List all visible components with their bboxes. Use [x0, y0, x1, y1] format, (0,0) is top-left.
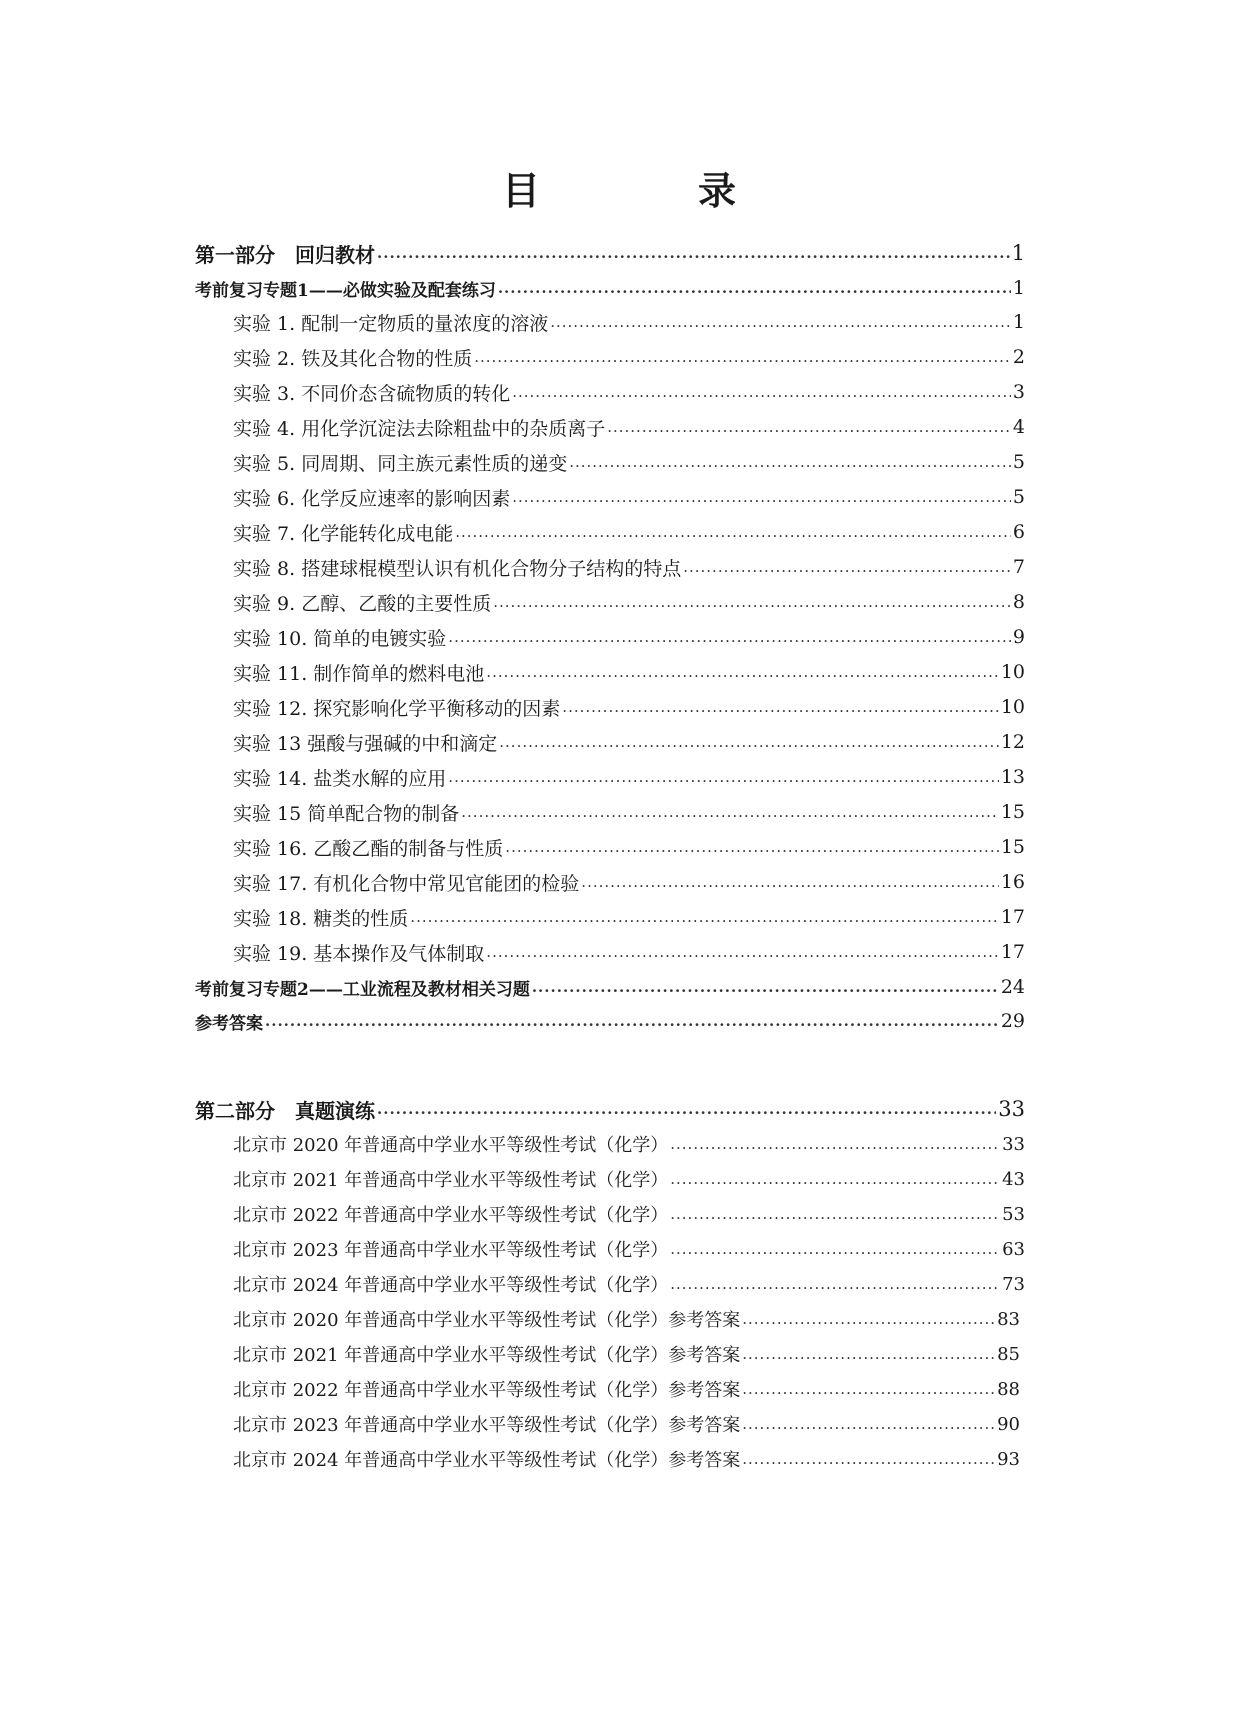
- dot-leader: [455, 523, 1011, 541]
- toc-entry-experiment[interactable]: [195, 515, 1025, 549]
- toc-entry-exam[interactable]: [195, 1232, 1025, 1266]
- toc-entry-label: 第一部分 回归教材: [195, 242, 375, 267]
- toc-entry-experiment[interactable]: [195, 620, 1025, 654]
- dot-leader: [670, 1240, 1000, 1258]
- toc-entry-page: 9: [1012, 626, 1025, 648]
- dot-leader: [742, 1450, 995, 1468]
- toc-entry-experiment[interactable]: [195, 795, 1025, 829]
- dot-leader: [550, 313, 1011, 331]
- dot-leader: [670, 1275, 1000, 1293]
- dot-leader: [377, 244, 1010, 262]
- toc-entry-experiment[interactable]: [195, 725, 1025, 759]
- toc-entry-experiment[interactable]: [195, 760, 1025, 794]
- toc-entry-topic1[interactable]: [195, 271, 1025, 305]
- toc-entry-page: 63: [1002, 1238, 1025, 1260]
- toc-entry-label: 实验 13 强酸与强碱的中和滴定: [233, 732, 498, 755]
- toc-entry-page: 24: [1000, 976, 1025, 998]
- dot-leader: [670, 1135, 1000, 1153]
- toc-entry-label: 实验 4. 用化学沉淀法去除粗盐中的杂质离子: [233, 417, 606, 440]
- dot-leader: [683, 558, 1011, 576]
- toc-entry-page: 5: [1012, 486, 1025, 508]
- toc-entry-label: 实验 10. 简单的电镀实验: [233, 627, 447, 650]
- dot-leader: [670, 1205, 1000, 1223]
- toc-entry-page: 5: [1012, 451, 1025, 473]
- toc-entry-page: 3: [1012, 381, 1025, 403]
- toc-entry-experiment[interactable]: [195, 305, 1025, 339]
- toc-entry-label: 实验 7. 化学能转化成电能: [233, 522, 454, 545]
- toc-entry-page: 90: [997, 1413, 1020, 1435]
- toc-entry-label: 参考答案: [195, 1013, 263, 1034]
- toc-entry-page: 15: [1000, 801, 1025, 823]
- toc-entry-page: 33: [1002, 1133, 1025, 1155]
- toc-entry-experiment[interactable]: [195, 655, 1025, 689]
- dot-leader: [562, 698, 999, 716]
- dot-leader: [410, 908, 999, 926]
- toc-entry-label: 北京市 2020 年普通高中学业水平等级性考试（化学）: [233, 1135, 669, 1156]
- dot-leader: [448, 768, 999, 786]
- toc-entry-page: 2: [1012, 346, 1025, 368]
- toc-entry-topic2[interactable]: [195, 970, 1025, 1004]
- dot-leader: [581, 873, 999, 891]
- toc-entry-label: 北京市 2021 年普通高中学业水平等级性考试（化学）: [233, 1170, 669, 1191]
- toc-entry-label: 实验 17. 有机化合物中常见官能团的检验: [233, 872, 580, 895]
- toc-entry-page: 10: [1000, 696, 1025, 718]
- toc-entry-label: 实验 16. 乙酸乙酯的制备与性质: [233, 837, 504, 860]
- dot-leader: [448, 628, 1011, 646]
- toc-entry-page: 6: [1012, 521, 1025, 543]
- toc-entry-page: 83: [997, 1308, 1020, 1330]
- toc-entry-experiment[interactable]: [195, 340, 1025, 374]
- toc-entry-answers[interactable]: [195, 1004, 1025, 1038]
- toc-entry-label: 实验 8. 搭建球棍模型认识有机化合物分子结构的特点: [233, 557, 682, 580]
- toc-entry-page: 17: [1000, 941, 1025, 963]
- toc-entry-label: 北京市 2024 年普通高中学业水平等级性考试（化学）参考答案: [233, 1450, 741, 1471]
- dot-leader: [486, 943, 999, 961]
- dot-leader: [486, 663, 999, 681]
- toc-entry-experiment[interactable]: [195, 585, 1025, 619]
- dot-leader: [670, 1170, 1000, 1188]
- toc-entry-label: 实验 1. 配制一定物质的量浓度的溶液: [233, 312, 549, 335]
- toc-entry-page: 17: [1000, 906, 1025, 928]
- toc-entry-exam-answers[interactable]: [195, 1407, 1020, 1441]
- toc-entry-exam[interactable]: [195, 1267, 1025, 1301]
- toc-entry-label: 实验 3. 不同价态含硫物质的转化: [233, 382, 511, 405]
- toc-entry-page: 12: [1000, 731, 1025, 753]
- toc-entry-page: 33: [998, 1097, 1025, 1121]
- toc-entry-label: 实验 9. 乙醇、乙酸的主要性质: [233, 592, 492, 615]
- toc-entry-label: 北京市 2021 年普通高中学业水平等级性考试（化学）参考答案: [233, 1345, 741, 1366]
- dot-leader: [607, 418, 1011, 436]
- toc-entry-page: 7: [1012, 556, 1025, 578]
- toc-entry-exam-answers[interactable]: [195, 1372, 1020, 1406]
- dot-leader: [742, 1310, 995, 1328]
- toc-entry-label: 北京市 2023 年普通高中学业水平等级性考试（化学）参考答案: [233, 1415, 741, 1436]
- toc-entry-experiment[interactable]: [195, 690, 1025, 724]
- toc-entry-label: 实验 2. 铁及其化合物的性质: [233, 347, 473, 370]
- toc-entry-page: 8: [1012, 591, 1025, 613]
- toc-entry-experiment[interactable]: [195, 480, 1025, 514]
- dot-leader: [532, 978, 999, 996]
- toc-entry-label: 北京市 2020 年普通高中学业水平等级性考试（化学）参考答案: [233, 1310, 741, 1331]
- toc-entry-label: 北京市 2022 年普通高中学业水平等级性考试（化学）: [233, 1205, 669, 1226]
- toc-entry-page: 16: [1000, 871, 1025, 893]
- toc-entry-label: 实验 14. 盐类水解的应用: [233, 767, 447, 790]
- toc-entry-experiment[interactable]: [195, 410, 1025, 444]
- toc-entry-label: 第二部分 真题演练: [195, 1098, 375, 1123]
- toc-entry-label: 北京市 2023 年普通高中学业水平等级性考试（化学）: [233, 1240, 669, 1261]
- toc-entry-page: 73: [1002, 1273, 1025, 1295]
- dot-leader: [569, 453, 1011, 471]
- toc-entry-label: 实验 15 简单配合物的制备: [233, 802, 460, 825]
- toc-entry-part2[interactable]: [195, 1092, 1025, 1126]
- toc-entry-label: 实验 6. 化学反应速率的影响因素: [233, 487, 511, 510]
- toc-entry-page: 1: [1012, 311, 1025, 333]
- toc-entry-page: 1: [1012, 277, 1025, 299]
- toc-entry-page: 43: [1002, 1168, 1025, 1190]
- dot-leader: [461, 803, 999, 821]
- toc-entry-part1[interactable]: [195, 236, 1025, 270]
- toc-entry-exam-answers[interactable]: [195, 1302, 1020, 1336]
- toc-entry-exam[interactable]: [195, 1162, 1025, 1196]
- toc-entry-page: 10: [1000, 661, 1025, 683]
- toc-entry-label: 北京市 2022 年普通高中学业水平等级性考试（化学）参考答案: [233, 1380, 741, 1401]
- dot-leader: [265, 1012, 999, 1030]
- toc-entry-label: 实验 5. 同周期、同主族元素性质的递变: [233, 452, 568, 475]
- dot-leader: [505, 838, 999, 856]
- dot-leader: [498, 279, 1011, 297]
- toc-entry-label: 实验 18. 糖类的性质: [233, 907, 409, 930]
- toc-entry-page: 85: [997, 1343, 1020, 1365]
- toc-entry-label: 考前复习专题1——必做实验及配套练习: [195, 280, 496, 301]
- dot-leader: [499, 733, 999, 751]
- toc-entry-label: 实验 11. 制作简单的燃料电池: [233, 662, 485, 685]
- dot-leader: [512, 383, 1011, 401]
- page-title: 目 录: [501, 168, 796, 213]
- toc-entry-page: 15: [1000, 836, 1025, 858]
- toc-entry-experiment[interactable]: [195, 375, 1025, 409]
- toc-entry-label: 北京市 2024 年普通高中学业水平等级性考试（化学）: [233, 1275, 669, 1296]
- toc-entry-page: 53: [1002, 1203, 1025, 1225]
- toc-entry-experiment[interactable]: [195, 445, 1025, 479]
- toc-entry-page: 88: [997, 1378, 1020, 1400]
- toc-entry-experiment[interactable]: [195, 830, 1025, 864]
- dot-leader: [512, 488, 1011, 506]
- dot-leader: [493, 593, 1011, 611]
- toc-entry-experiment[interactable]: [195, 550, 1025, 584]
- toc-entry-label: 实验 19. 基本操作及气体制取: [233, 942, 485, 965]
- toc-entry-page: 4: [1012, 416, 1025, 438]
- dot-leader: [742, 1415, 995, 1433]
- dot-leader: [474, 348, 1011, 366]
- toc-entry-experiment[interactable]: [195, 865, 1025, 899]
- toc-entry-page: 93: [997, 1448, 1020, 1470]
- toc-entry-exam-answers[interactable]: [195, 1337, 1020, 1371]
- toc-entry-page: 13: [1000, 766, 1025, 788]
- toc-entry-label: 实验 12. 探究影响化学平衡移动的因素: [233, 697, 561, 720]
- toc-entry-page: 29: [1000, 1010, 1025, 1032]
- toc-entry-experiment[interactable]: [195, 900, 1025, 934]
- toc-entry-page: 1: [1011, 241, 1025, 265]
- toc-entry-label: 考前复习专题2——工业流程及教材相关习题: [195, 979, 530, 1000]
- dot-leader: [377, 1100, 996, 1118]
- toc-entry-experiment[interactable]: [195, 935, 1025, 969]
- toc-entry-exam-answers[interactable]: [195, 1442, 1020, 1476]
- toc-entry-exam[interactable]: [195, 1127, 1025, 1161]
- toc-entry-exam[interactable]: [195, 1197, 1025, 1231]
- dot-leader: [742, 1345, 995, 1363]
- dot-leader: [742, 1380, 995, 1398]
